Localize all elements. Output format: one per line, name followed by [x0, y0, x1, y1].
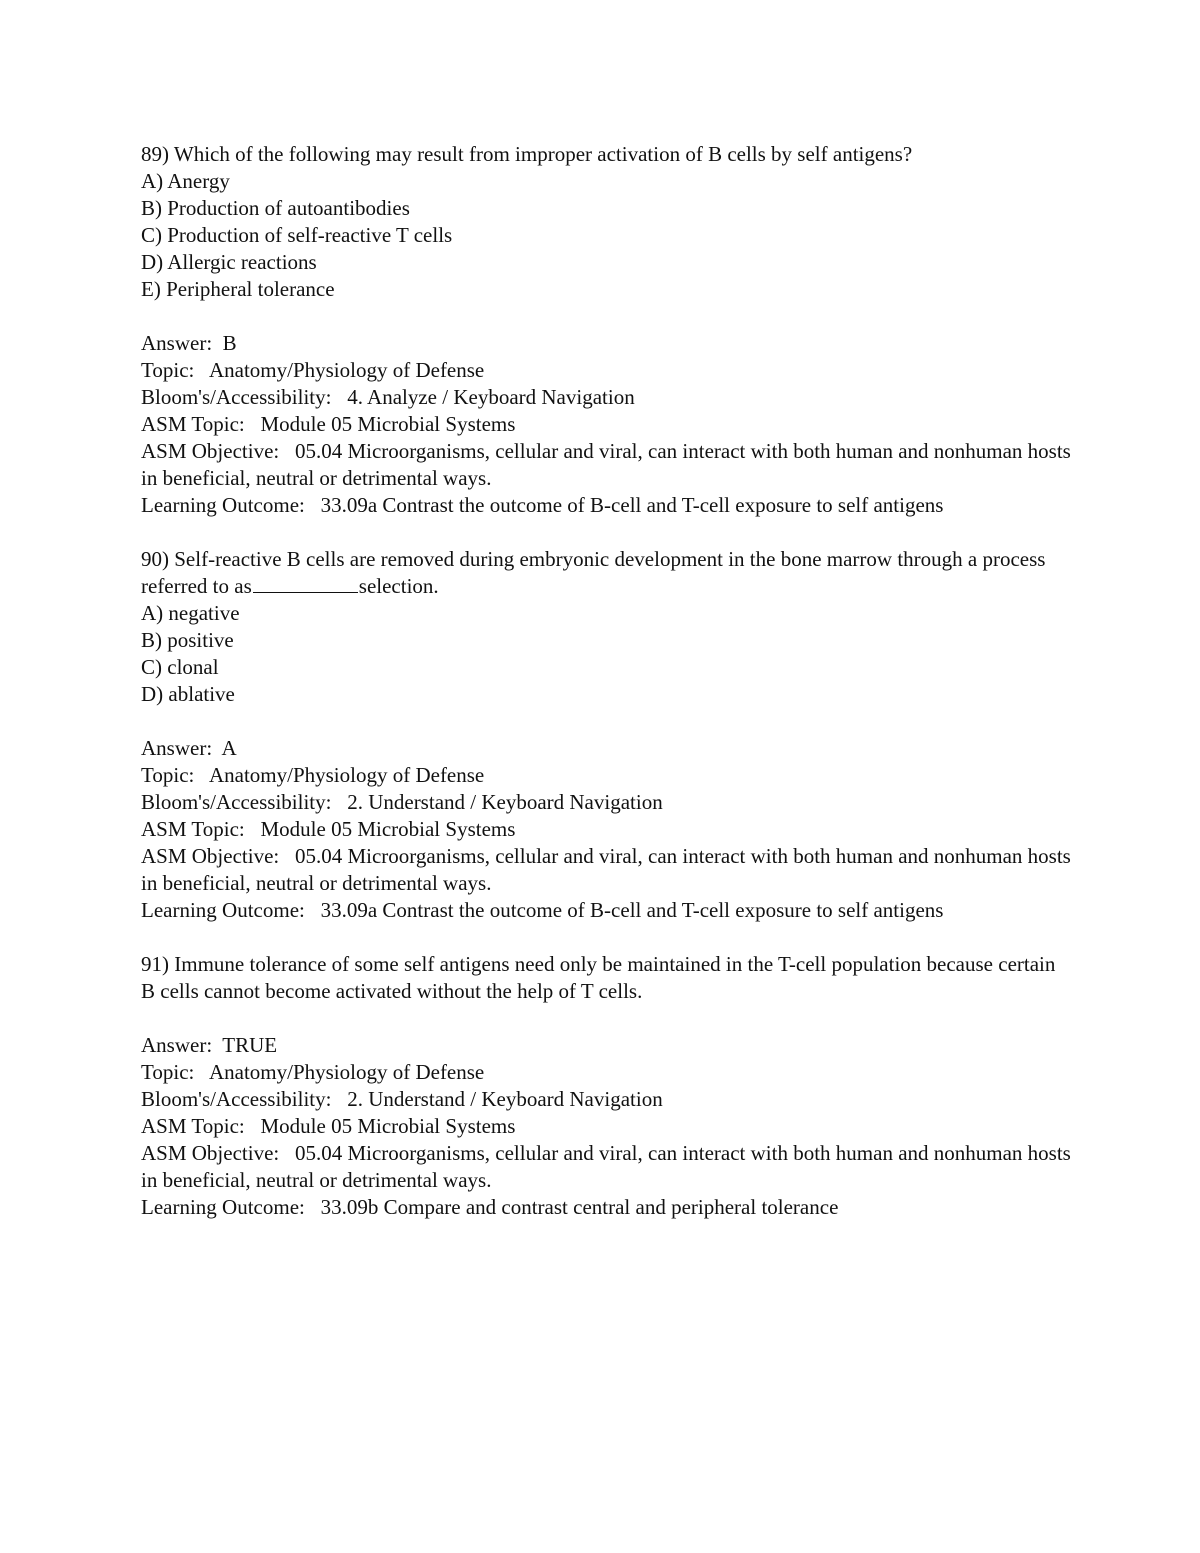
- answer-line: [141, 1032, 1071, 1059]
- learning-outcome-label: Learning Outcome:: [141, 493, 305, 517]
- blooms-value: 4. Analyze / Keyboard Navigation: [347, 385, 635, 409]
- asm-objective-value: 05.04 Microorganisms, cellular and viral, can interact with both human and nonhuman hosts in beneficial, neutral or detrimental ways.: [141, 1141, 1077, 1192]
- spacer: [141, 1005, 1071, 1032]
- spacer: [141, 924, 1071, 951]
- learning-outcome-line: [141, 492, 1071, 519]
- question-number: 90): [141, 547, 169, 571]
- asm-topic-label: ASM Topic:: [141, 412, 245, 436]
- question-90: [141, 546, 1077, 924]
- document-page: [141, 141, 1077, 1221]
- blooms-label: Bloom's/Accessibility:: [141, 1087, 332, 1111]
- topic-line: [141, 1059, 1071, 1086]
- topic-line: [141, 762, 1071, 789]
- option-a: A) Anergy: [141, 169, 230, 193]
- asm-objective-label: ASM Objective:: [141, 439, 280, 463]
- blooms-value: 2. Understand / Keyboard Navigation: [347, 790, 663, 814]
- answer-label: Answer:: [141, 1033, 213, 1057]
- answer-line: [141, 735, 1071, 762]
- question-stem: [141, 546, 1071, 600]
- asm-topic-label: ASM Topic:: [141, 817, 245, 841]
- learning-outcome-line: [141, 897, 1071, 924]
- question-number: 91): [141, 952, 169, 976]
- learning-outcome-value: 33.09b Compare and contrast central and peripheral tolerance: [320, 1195, 839, 1219]
- option-c: C) Production of self-reactive T cells: [141, 223, 453, 247]
- learning-outcome-value: 33.09a Contrast the outcome of B-cell and T-cell exposure to self antigens: [320, 493, 944, 517]
- option-e: E) Peripheral tolerance: [141, 277, 335, 301]
- question-text-end: selection.: [358, 574, 439, 598]
- fill-in-blank: [253, 573, 358, 593]
- asm-objective-value: 05.04 Microorganisms, cellular and viral, can interact with both human and nonhuman hosts in beneficial, neutral or detrimental ways.: [141, 439, 1077, 490]
- topic-line: [141, 357, 1071, 384]
- spacer: [141, 303, 1071, 330]
- topic-label: Topic:: [141, 1060, 195, 1084]
- answer-label: Answer:: [141, 331, 213, 355]
- asm-objective-line: [141, 843, 1077, 897]
- blooms-value: 2. Understand / Keyboard Navigation: [347, 1087, 663, 1111]
- asm-topic-line: [141, 1113, 1071, 1140]
- topic-value: Anatomy/Physiology of Defense: [208, 1060, 485, 1084]
- learning-outcome-label: Learning Outcome:: [141, 898, 305, 922]
- option-d: D) Allergic reactions: [141, 250, 317, 274]
- asm-topic-value: Module 05 Microbial Systems: [260, 817, 516, 841]
- question-91: [141, 951, 1077, 1221]
- asm-topic-label: ASM Topic:: [141, 1114, 245, 1138]
- question-text: Immune tolerance of some self antigens need only be maintained in the T-cell population because certain B cells cannot become activated without the help of T cells.: [141, 952, 1061, 1003]
- learning-outcome-value: 33.09a Contrast the outcome of B-cell and T-cell exposure to self antigens: [320, 898, 944, 922]
- topic-label: Topic:: [141, 358, 195, 382]
- asm-objective-line: [141, 1140, 1077, 1194]
- answer-value: B: [222, 331, 237, 355]
- asm-topic-value: Module 05 Microbial Systems: [260, 412, 516, 436]
- answer-line: [141, 330, 1071, 357]
- topic-label: Topic:: [141, 763, 195, 787]
- answer-value: TRUE: [222, 1033, 278, 1057]
- asm-objective-line: [141, 438, 1077, 492]
- asm-topic-value: Module 05 Microbial Systems: [260, 1114, 516, 1138]
- asm-topic-line: [141, 411, 1071, 438]
- question-number: 89): [141, 142, 169, 166]
- spacer: [141, 519, 1071, 546]
- spacer: [141, 708, 1071, 735]
- asm-topic-line: [141, 816, 1071, 843]
- blooms-line: [141, 384, 1071, 411]
- question-stem: [141, 141, 1071, 168]
- option-b: B) positive: [141, 628, 234, 652]
- option-c: C) clonal: [141, 655, 219, 679]
- learning-outcome-line: [141, 1194, 1071, 1221]
- question-89: [141, 141, 1077, 519]
- blooms-line: [141, 1086, 1071, 1113]
- question-text: Self-reactive B cells are removed during embryonic development in the bone marrow through a process referred to as: [141, 547, 1051, 598]
- asm-objective-value: 05.04 Microorganisms, cellular and viral, can interact with both human and nonhuman hosts in beneficial, neutral or detrimental ways.: [141, 844, 1077, 895]
- blooms-line: [141, 789, 1071, 816]
- blooms-label: Bloom's/Accessibility:: [141, 790, 332, 814]
- learning-outcome-label: Learning Outcome:: [141, 1195, 305, 1219]
- option-b: B) Production of autoantibodies: [141, 196, 410, 220]
- asm-objective-label: ASM Objective:: [141, 1141, 280, 1165]
- asm-objective-label: ASM Objective:: [141, 844, 280, 868]
- blooms-label: Bloom's/Accessibility:: [141, 385, 332, 409]
- question-text: Which of the following may result from improper activation of B cells by self antigens?: [173, 142, 913, 166]
- option-a: A) negative: [141, 601, 240, 625]
- answer-value: A: [221, 736, 237, 760]
- question-stem: [141, 951, 1071, 1005]
- option-d: D) ablative: [141, 682, 235, 706]
- topic-value: Anatomy/Physiology of Defense: [208, 358, 485, 382]
- topic-value: Anatomy/Physiology of Defense: [208, 763, 485, 787]
- answer-label: Answer:: [141, 736, 213, 760]
